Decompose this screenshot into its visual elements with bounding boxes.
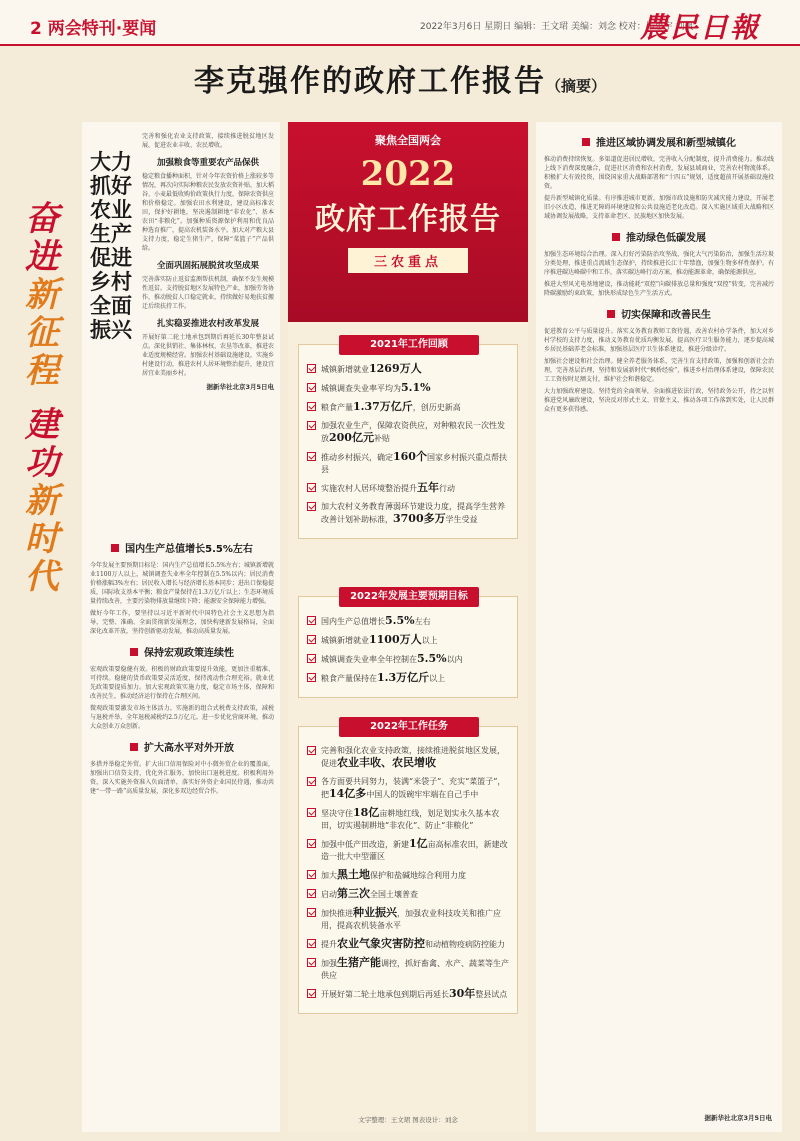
item-text: 推动乡村振兴，确定160个国家乡村振兴重点帮扶县 (321, 450, 507, 474)
item-text: 加强农业生产，保障农资供应，对种粮农民一次性发放200亿元补贴 (321, 421, 505, 444)
checkbox-icon (307, 616, 316, 625)
targets-box (298, 591, 518, 698)
article-text: 提升新型城镇化质量。有序推进城市更新，加强市政设施和防灾减灾能力建设，开展老旧小区改造，推进无障碍环境建设和公共设施适老化改造。深入实施区域重大战略和区域协调发展战略，支持革命老区、民族地区加快发展。 (544, 195, 774, 220)
highlight-figure: 30年 (449, 987, 476, 1000)
highlight-figure: 3700多万 (393, 512, 446, 525)
hero-band: 三农重点 (348, 248, 468, 273)
intro-text: 完善和强化农业支持政策，接续推进脱贫地区发展，促进农业丰收、农民增收。 (142, 133, 274, 149)
checklist-item (307, 482, 509, 495)
item-text: 加大黑土地保护和盐碱地综合利用力度 (321, 868, 466, 881)
hero-year: 2022 (360, 154, 456, 194)
item-text: 完善和强化农业支持政策，接续推进脱贫地区发展，促进农业丰收、农民增收 (321, 746, 505, 769)
article-text: 今年发展主要预期目标是：国内生产总值增长5.5%左右；城镇新增就业1100万人以上，城镇调查失业率全年控制在5.5%以内；居民消费价格涨幅3%左右；居民收入增长与经济增长基本同步；进出口保稳提质，国际收支基本平衡；粮食产量保持在1.3万亿斤以上；生态环境质量持续改善，主要污染物排放量继续下降；能源安全保障能力增强。 (90, 562, 274, 605)
item-text: 坚决守住18亿亩耕地红线，划足划实永久基本农田，切实遏制耕地“非农化”、防止“非粮化” (321, 806, 500, 830)
center-infographic (288, 122, 528, 1132)
checklist-item (307, 888, 509, 901)
checkbox-icon (307, 673, 316, 682)
source-credit: 据新华社北京3月5日电 (206, 383, 274, 391)
box-title: 2021年工作回顾 (339, 335, 479, 355)
checkbox-icon (307, 808, 316, 817)
checklist-item (307, 501, 509, 526)
subheading: 全面巩固拓展脱贫攻坚成果 (156, 261, 259, 271)
checklist-item (307, 745, 509, 770)
item-text: 加大农村义务教育薄弱环节建设力度，提高学生营养改善计划补助标准，3700多万学生受益 (321, 502, 505, 525)
checklist-item (307, 672, 509, 685)
checkbox-icon (307, 989, 316, 998)
checklist-item (307, 938, 509, 951)
item-text: 城镇调查失业率全年控制在5.5%以内 (321, 652, 463, 665)
highlight-figure: 1.3万亿斤 (377, 671, 430, 684)
highlight-figure: 1亿 (409, 837, 428, 850)
item-text: 加强中低产田改造，新建1亿亩高标准农田，新建改造一批大中型灌区 (321, 837, 508, 861)
article-text: 促进教育公平与质量提升。落实义务教育教师工资待遇，改善农村办学条件，加大对乡村学校的支持力度，推动义务教育优质均衡发展。提高医疗卫生服务能力，逐步提高城乡居民基础养老金标准，加强基层医疗卫生体系建设，推进分级诊疗。 (544, 328, 774, 353)
checkbox-icon (307, 958, 316, 967)
section-heading: 推进区域协调发展和新型城镇化 (544, 134, 774, 149)
item-text: 启动第三次全国土壤普查 (321, 887, 418, 900)
checkbox-icon (307, 635, 316, 644)
section-heading: 保持宏观政策连续性 (90, 644, 274, 659)
article-text: 推动消费持续恢复。多渠道促进居民增收，完善收入分配制度，提升消费能力。推动线上线下消费深度融合，促进社区消费和农村消费，发展县域商业，完善农村物流体系。积极扩大有效投资，围绕国家重大战略部署和“十四五”规划，适度超前开展基础设施投资。 (544, 156, 774, 190)
targets-list (299, 597, 517, 697)
checklist-item (307, 838, 509, 863)
section-label: 2 两会特刊·要闻 (30, 19, 157, 39)
infographic-hero (288, 122, 528, 322)
checkbox-icon (307, 939, 316, 948)
checklist-item (307, 869, 509, 882)
checklist-item (307, 363, 509, 376)
lower-left-articles (90, 532, 274, 799)
checklist-item (307, 420, 509, 445)
item-text: 提升农业气象灾害防控和动植物疫病防控能力 (321, 937, 505, 950)
masthead-logo: 農民日報 (639, 11, 760, 44)
checklist-item (307, 401, 509, 414)
item-text: 实施农村人居环境整治提升五年行动 (321, 481, 455, 494)
checkbox-icon (307, 654, 316, 663)
square-marker-icon (130, 648, 138, 656)
vertical-slogan (18, 200, 66, 596)
highlight-figure: 1.37万亿斤 (353, 400, 413, 413)
highlight-figure: 黑土地 (337, 868, 370, 881)
slogan-line: 奋进 (25, 199, 59, 277)
article-text: 宏观政策要稳健有效。积极的财政政策要提升效能，更加注重精准、可持续。稳健的货币政策要灵活适度，保持流动性合理充裕。就业优先政策要提质加力。加大宏观政策实施力度，稳定市场主体，保障和改善民生，推动经济运行保持在合理区间。 (90, 666, 274, 700)
article-text: 加强生态环境综合治理。深入打好污染防治攻坚战，强化大气污染防治，加强生活垃圾分类处理，推进重点流域生态保护，持续推进长江十年禁渔，加强生物多样性保护。有序推进碳达峰碳中和工作，落实碳达峰行动方案，推动能源革命，确保能源供应。 (544, 251, 774, 276)
item-text: 粮食产量保持在1.3万亿斤以上 (321, 671, 446, 684)
article-text: 加强社会建设和社会治理。健全养老服务体系，完善生育支持政策，加强和创新社会治理，完善基层治理，坚持和发展新时代“枫桥经验”，推进乡村治理体系建设，保障农民工工资按时足额支付，维护社会和谐稳定。 (544, 358, 774, 383)
checklist-item (307, 382, 509, 395)
right-column (536, 122, 782, 1132)
square-marker-icon (582, 138, 590, 146)
right-article (544, 306, 774, 414)
item-text: 加强生猪产能调控，抓好畜禽、水产、蔬菜等生产供应 (321, 956, 509, 980)
checkbox-icon (307, 889, 316, 898)
design-credit: 文字整理：王文珺 图表设计：刘念 (358, 1116, 458, 1124)
hero-title: 政府工作报告 (315, 202, 501, 237)
checklist-item (307, 615, 509, 628)
vertical-headline: 大力抓好农业生产 促进乡村全面振兴 (90, 150, 132, 342)
section-heading: 国内生产总值增长5.5%左右 (90, 540, 274, 555)
checklist-item (307, 988, 509, 1001)
highlight-figure: 18亿 (353, 806, 380, 819)
tasks-list (299, 727, 517, 1013)
highlight-figure: 5.1% (401, 381, 431, 394)
highlight-figure: 第三次 (337, 887, 370, 900)
right-article (544, 134, 774, 221)
lead-article (142, 132, 274, 391)
subheading: 扎实稳妥推进农村改革发展 (156, 319, 259, 329)
checkbox-icon (307, 746, 316, 755)
highlight-figure: 种业振兴 (353, 906, 397, 919)
source-credit: 据新华社北京3月5日电 (704, 1114, 772, 1122)
hero-kicker: 聚焦全国两会 (375, 134, 441, 147)
highlight-figure: 5.5% (417, 652, 447, 665)
highlight-figure: 农业丰收、农民增收 (337, 756, 436, 769)
checkbox-icon (307, 502, 316, 511)
square-marker-icon (130, 743, 138, 751)
item-text: 城镇新增就业1269万人 (321, 362, 422, 375)
item-text: 城镇新增就业1100万人以上 (321, 633, 438, 646)
review-list (299, 345, 517, 538)
checkbox-icon (307, 421, 316, 430)
article-text: 开展好第二轮土地承包到期后再延长30年整县试点。深化供销社、集体林权、农垦等改革，推进农业适度规模经营。加强农村基础设施建设，实施乡村建设行动，推进农村人居环境整治提升，建设宜居宜业美丽乡村。 (142, 334, 275, 377)
highlight-figure: 5.5% (385, 614, 415, 627)
article-text: 微观政策要激发市场主体活力。实施新的组合式税费支持政策，减税与退税并举，全年退税减税约2.5万亿元。进一步优化营商环境，推动大众创业万众创新。 (90, 705, 274, 730)
article-text: 大力加强政府建设。坚持党的全面领导，全面推进依法行政，坚持政务公开，持之以恒推进党风廉政建设，坚决反对形式主义、官僚主义，推动各项工作落到实处，让人民群众有更多获得感。 (544, 388, 774, 413)
issue-info: 2022年3月6日 星期日 编辑：王文珺 美编：刘念 校对：毕思宇 刘爽 (420, 22, 694, 32)
section-heading: 扩大高水平对外开放 (90, 739, 274, 754)
checkbox-icon (307, 777, 316, 786)
checkbox-icon (307, 839, 316, 848)
box-title: 2022年发展主要预期目标 (339, 587, 479, 607)
box-title: 2022年工作任务 (339, 717, 479, 737)
checklist-item (307, 451, 509, 476)
checkbox-icon (307, 870, 316, 879)
slogan-line: 新征程 (25, 275, 59, 391)
item-text: 国内生产总值增长5.5%左右 (321, 614, 431, 627)
page-title-sub: （摘要） (545, 77, 606, 95)
square-marker-icon (612, 233, 620, 241)
page-header (0, 0, 800, 46)
checklist-item (307, 776, 509, 801)
item-text: 粮食产量1.37万亿斤，创历史新高 (321, 400, 461, 413)
subheading: 加强粮食等重要农产品保供 (156, 158, 259, 168)
checklist-item (307, 634, 509, 647)
checkbox-icon (307, 452, 316, 461)
item-text: 各方面要共同努力，装满“米袋子”、充实“菜篮子”，把14亿多中国人的饭碗牢牢端在自己手中 (321, 777, 506, 800)
highlight-figure: 五年 (417, 481, 439, 494)
checkbox-icon (307, 364, 316, 373)
slogan-line: 建功 (25, 405, 59, 483)
item-text: 城镇调查失业率平均为5.1% (321, 381, 431, 394)
section-heading: 切实保障和改善民生 (544, 306, 774, 321)
checkbox-icon (307, 483, 316, 492)
article-text: 稳定粮食播种面积，针对今年农资价格上涨较多等情况，再次向实际种粮农民发放农资补贴，加大稻谷、小麦最低收购价政策执行力度，保障农资供应和价格稳定。加强农田水利建设，建设高标准农田，保护好耕地，坚决遏制耕地“非农化”、基本农田“非粮化”。加强种质资源保护利用和优良品种选育推广，提高农机装备水平。加大对产粮大县支持力度，稳定生猪生产，保障“菜篮子”产品供给。 (142, 173, 275, 252)
highlight-figure: 14亿多 (329, 787, 367, 800)
checklist-item (307, 907, 509, 932)
checklist-item (307, 807, 509, 832)
article-text: 完善落实防止返贫监测帮扶机制，确保不发生规模性返贫。支持脱贫地区发展特色产业，加强劳务协作，推动脱贫人口稳定就业，持续做好易地扶贫搬迁后续扶持工作。 (142, 276, 275, 310)
article-text: 推进大型风光电基地建设，推动能耗“双控”向碳排放总量和强度“双控”转变，完善减污降碳激励约束政策，加快形成绿色生产生活方式。 (544, 281, 774, 297)
highlight-figure: 1100万人 (369, 633, 422, 646)
checkbox-icon (307, 402, 316, 411)
highlight-figure: 生猪产能 (337, 956, 381, 969)
section-heading: 推动绿色低碳发展 (544, 229, 774, 244)
checkbox-icon (307, 383, 316, 392)
article-text: 多措并举稳定外贸。扩大出口信用保险对中小微外贸企业的覆盖面，加强出口信贷支持，优化外汇服务，加快出口退税进度。积极利用外资，深入实施外资准入负面清单，落实好外资企业国民待遇，推动共建“一带一路”高质量发展，深化多双边经贸合作。 (90, 761, 274, 795)
highlight-figure: 农业气象灾害防控 (337, 937, 425, 950)
checklist-item (307, 957, 509, 982)
headline-block (0, 56, 800, 112)
highlight-figure: 160个 (393, 450, 427, 463)
right-article (544, 229, 774, 298)
tasks-box (298, 721, 518, 1014)
square-marker-icon (111, 544, 119, 552)
highlight-figure: 200亿元 (329, 431, 374, 444)
article-text: 做好今年工作，要坚持以习近平新时代中国特色社会主义思想为指导，完整、准确、全面贯彻新发展理念，加快构建新发展格局，全面深化改革开放，坚持创新驱动发展，推动高质量发展。 (90, 610, 274, 635)
item-text: 加快推进种业振兴，加强农业科技攻关和推广应用，提高农机装备水平 (321, 906, 501, 930)
highlight-figure: 1269万人 (369, 362, 422, 375)
review-box (298, 339, 518, 539)
page-title: 李克强作的政府工作报告 (193, 64, 546, 99)
item-text: 开展好第二轮土地承包到期后再延长30年整县试点 (321, 987, 508, 1000)
square-marker-icon (607, 310, 615, 318)
checklist-item (307, 653, 509, 666)
left-column (82, 122, 280, 1132)
checkbox-icon (307, 908, 316, 917)
slogan-line: 新时代 (25, 481, 59, 597)
